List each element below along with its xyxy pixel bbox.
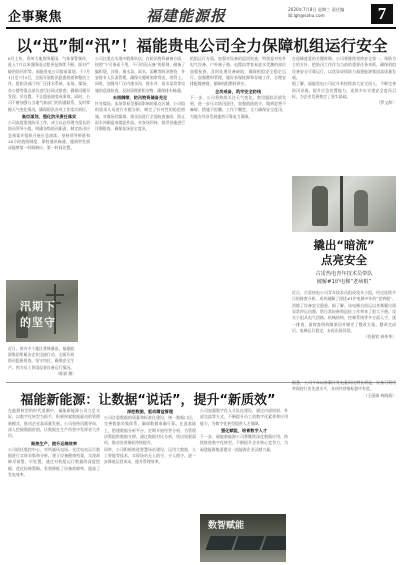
article2-col3-text: 公司加强数字化人才队伍建设，通过内部培训、外部交流等方式，不断提升员工的数字化素养和应用能力，为数字化转型提供人才保障。 [200,408,288,426]
article2-column-1 [8,408,100,562]
right-feature-headline [292,238,396,268]
article1-col3b-text: 下一步，公司将持续关注天气变化，密切跟踪汛情发展，进一步压实防汛责任，加强值班值守，做到思想不麻痹、措施不松懈、工作不懈怠，全力确保安全度汛，为地方经济发展提供可靠电力保障。 [190,94,286,119]
masthead [6,3,396,27]
section-title: 企事聚焦 [8,10,63,25]
article2-column-2 [104,408,196,562]
article1-column-4 [292,56,396,172]
article1-col1-text: 6月上旬，贵州大地普降暴雨，气象预警频传，进入7月以来强降雨过程更是持续不断。面对严峻的防汛形势，福能贵电公司提前谋划，于7月1日至7月5日，全面开展防汛隐患排查和整治工作，组织各部门对厂区排水系统、灰场、煤场、办公楼等重点部位进行拉网式排查，确保问题早发现、早处置，不让隐患演变成事故。同时，公司不断加强与当地气象部门的沟通联系，及时掌握天气变化情况，确保防汛各项工作落实到位。 [8,56,90,112]
worker-figure [312,186,328,226]
page-number-badge: 7 [371,4,393,24]
article1-col3-text: 机组运行方面，加强对设备的巡回检查，特别是对室外电气设备、户外端子箱、电缆沟等容易进水受潮的部位加强检查，及时处理设备缺陷，确保机组安全稳定运行。加强燃料管理，做好来煤接卸和存储工作，合理安排配煤掺烧，保障机组燃料供应。 [190,56,286,87]
article2-author: （王丽娟 林晓燕） [363,392,396,398]
article1-col1-subhead: 高位谋划，强化防汛责任落实 [21,114,77,120]
solar-panel-shape [261,536,286,550]
article2-col4-text: 据悉，公司今年以来累计发电量同比增长明显，设备可利用率保持行业先进水平，各项经营指标稳中有进。 [292,380,396,392]
article2-col3-subhead: 强化赋能，培育数字人才 [220,428,268,434]
right-feature-title-line2: 点亮安全 [321,253,367,267]
tower-arm-shape [46,294,64,296]
right-feature-text: 近日，古雷热电公司青年技术员组成攻关小组，经过连续多日的排查分析，成功破解了困扰#1炉电梯多年的“老病根”，消除了设备安全隐患。据了解，该电梯自投运以来频繁出现异常停运问题，给日常检修和巡检工作带来了很大不便。攻关小组从电气回路、机械结构、控制系统等多方面入手，逐一排查，最终查明故障原因并制定了整改方案。整改完成后，电梯运行稳定，未再出现异常。 [292,290,396,334]
article2-col3b-text: 下一步，福能新能源公司将继续深化数据应用，持续推进数字化转型，不断提升企业核心竞争力，为福建能源集团建设一流能源企业贡献力量。 [200,434,288,452]
photo-credit: （陈斌 摄） [55,370,76,376]
article1-col2-subhead: 未雨绸缪，防汛物资储备充足 [112,95,168,101]
article1-col4-text: 在迎峰度夏的关键时期，公司将继续坚持安全第一、预防为主的方针，把防汛工作作为当前的重要任务来抓，确保机组设备安全可靠运行，以优异成绩助力福建能源集团高质量发展。 [292,56,396,81]
right-feature-photo [292,176,396,232]
article2-photo [200,514,286,562]
article2-column-3 [200,408,288,510]
solar-panel-shape [205,536,236,550]
article2-col2-text: 公司注重数据的质量和标准化建设，统一数据口径，完善数据采集体系，确保数据准确可靠。在此基础上，搭建数据分析平台，定期开展经营分析，为管理决策提供数据支撑。通过数据对比分析，找出短板弱项，推动各项指标持续提升。 [104,415,196,446]
article2-photo-label: 数智赋能 [208,521,245,531]
solar-panel-shape [233,536,264,550]
right-feature-subtitle-line1: 古雷热电青年技术员带队 [315,271,373,277]
article1-column-3 [190,56,286,272]
article1-col2b-text: 针对煤场、灰场等易受暴雨影响的重点区域，公司组织技术人员进行专题分析，制定了针对性的防范措施。对煤场挡煤墙、排水沟进行全面检查加固，防止雨水冲刷造成煤泥外流。对灰场坝体、排洪设施进行详细排查，确保灰场安全度汛。 [95,101,185,132]
article2-column-4 [292,380,396,562]
worker-figure [354,190,368,226]
photo-feature-title-line2: 的坚守 [20,316,56,329]
photo-feature-caption [8,346,76,377]
right-feature-subtitle [292,270,396,286]
right-feature-subtitle-line2: 破解#1炉电梯“老病根” [316,279,372,285]
photo-caption-text: 近日，省内多个地区普降暴雨，福建能源集团所属各企业迅速行动，全面开展防汛隐患排查，坚守岗位，确保安全生产。图为员工冒雨巡查设备运行情况。 [8,346,75,370]
masthead-rule [6,27,396,29]
article2-headline: 福能新能源：让数据“说话”，提升“新质效” [20,393,276,408]
right-feature-body [292,290,396,374]
article1-col1b-text: 公司高度重视防汛工作，成立以总经理为组长的防汛领导小组，明确各级防汛职责，制定防汛应急预案并组织开展应急演练。坚持领导带班和24小时值班制度，保持通讯畅通，遇到突发情况能够第一时间响应、第一时间处置。 [8,120,90,151]
issue-date: 2020年7月8日 星期三 责任编辑:lgh@sohu.com [288,7,345,18]
pole-shape [340,176,343,232]
right-feature-author: （张振钦 林伟华） [363,334,396,340]
article2-col1b-text: 公司依托集控中心，对所属风电场、光伏电站运行数据进行实时采集和分析，建立设备健康档案，实现故障早预警、早处置。通过对机组运行数据的深度挖掘，优化检修策略，有效降低了设备故障率，提高了发电效率。 [8,446,100,478]
article2-col1-subhead: 聚焦生产，提升运维效率 [30,440,78,446]
article2-col1-text: 在能源转型的时代浪潮中，福能新能源公司立足实际，以数字化转型为抓手，积极探索数据驱动的管理新模式，推动企业高质量发展。公司坚持问题导向，深入挖掘数据价值，让数据在生产经营中发挥更大作用。 [8,408,100,439]
article2-col2b-text: 同时，公司积极推进智慧场站建设，运用大数据、人工智能等技术，实现场站无人值守、少人值守，进一步降低运营成本，提升管理效率。 [104,446,196,465]
article1-headline: 以“迅”制“汛”！福能贵电公司全力保障机组运行安全 [16,37,388,55]
newspaper-name: 福建能源报 [146,7,227,25]
article1-column-1 [8,56,90,272]
right-feature-title-line1: 撬出“暗流” [313,238,375,252]
article1-col4b-text: 据了解，福能贵电公司近年来持续加大安全投入，不断完善防汛设施，提升应急处置能力，连续多年实现安全度汛目标，为企业发展奠定了坚实基础。 [292,81,396,100]
photo-feature-title [20,298,56,330]
article1-author: （罗文辉） [376,100,396,106]
article2-col2-subhead: 深挖数据，驱动精益管理 [126,409,174,414]
article1-col3-subhead: 全员戒备，筑牢安全防线 [214,88,262,94]
article1-column-2 [95,56,185,272]
photo-feature-image [6,280,78,342]
article1-col2-text: 公司注重在实战中锻炼队伍，在防汛物资储备方面，按照“宁可备而不用，不可用而无备”的原则，储备了编织袋、沙袋、抽水泵、雨衣、雨靴等防汛物资，并安排专人负责管理，确保关键时刻拿得出、用得上。同时，加强对厂区内排水沟、排水井、雨水泵房等设施的巡视检查，及时清理淤积杂物，确保排水畅通。 [95,56,185,93]
photo-feature-title-line1: 汛期下 [20,300,56,313]
